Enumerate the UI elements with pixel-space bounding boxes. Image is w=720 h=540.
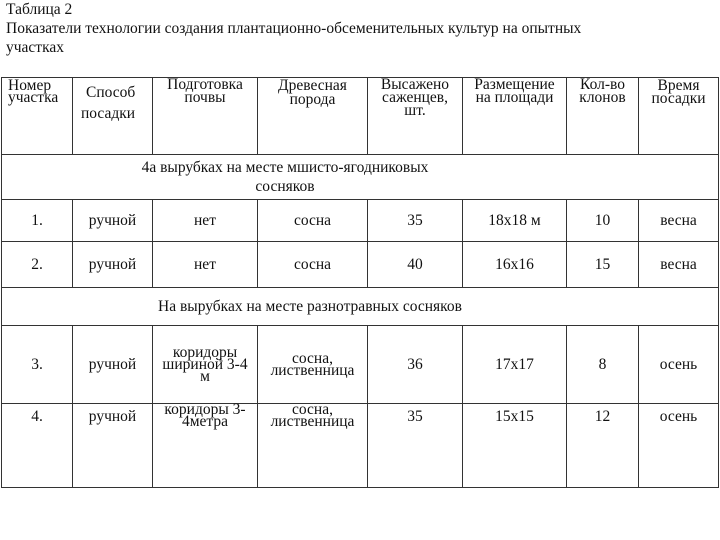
cell-clones: 8 (567, 326, 639, 404)
table-row (2, 404, 719, 488)
cell-spacing: 16х16 (463, 242, 567, 288)
cell-time: осень (639, 326, 719, 404)
section-title: На вырубках на месте разнотравных сосняков (2, 288, 719, 326)
table-row (2, 200, 719, 242)
cell-soil: коридоры 3- 4метра (153, 404, 258, 488)
header-soil-preparation: Подготовка почвы (153, 78, 258, 155)
cell-clones: 15 (567, 242, 639, 288)
cell-spacing: 18х18 м (463, 200, 567, 242)
cell-planted: 36 (368, 326, 463, 404)
cell-time: осень (639, 404, 719, 488)
cell-spacing: 15х15 (463, 404, 567, 488)
cell-clones: 10 (567, 200, 639, 242)
table-row (2, 326, 719, 404)
cell-species: сосна (258, 242, 368, 288)
header-planting-time: Время посадки (639, 78, 719, 155)
cell-soil: коридоры шириной 3-4 м (153, 326, 258, 404)
table-title-line-1: Показатели технологии создания плантационно-обсеменительных культур на опытных (6, 20, 582, 37)
header-planting-method: Способ посадки (73, 78, 153, 155)
table-row (2, 242, 719, 288)
section-heading-row (2, 288, 719, 326)
cell-planted: 35 (368, 404, 463, 488)
table-title-line-2: участках (6, 39, 65, 56)
cell-planted: 35 (368, 200, 463, 242)
header-tree-species: Древесная порода (258, 78, 368, 155)
cell-time: весна (639, 242, 719, 288)
cell-soil: нет (153, 242, 258, 288)
cell-clones: 12 (567, 404, 639, 488)
header-plot-number: Номер участка (2, 78, 73, 155)
header-clone-count: Кол-во клонов (567, 78, 639, 155)
table-caption (6, 0, 706, 57)
cell-plot-number: 3. (2, 326, 73, 404)
cell-plot-number: 4. (2, 404, 73, 488)
cell-method: ручной (73, 404, 153, 488)
cell-species: сосна (258, 200, 368, 242)
cell-time: весна (639, 200, 719, 242)
cell-planted: 40 (368, 242, 463, 288)
cell-method: ручной (73, 242, 153, 288)
cell-species: сосна, лиственница (258, 326, 368, 404)
cell-method: ручной (73, 200, 153, 242)
cell-spacing: 17х17 (463, 326, 567, 404)
cell-plot-number: 2. (2, 242, 73, 288)
section-title: 4а вырубках на месте мшисто-ягодниковых сосняков (2, 155, 719, 200)
header-seedlings-planted: Высажено саженцев, шт. (368, 78, 463, 155)
cell-soil: нет (153, 200, 258, 242)
section-heading-row (2, 155, 719, 200)
table-number: Таблица 2 (6, 1, 73, 18)
cell-plot-number: 1. (2, 200, 73, 242)
cell-species: сосна, лиственница (258, 404, 368, 488)
header-row (2, 78, 719, 155)
data-table (1, 77, 719, 488)
header-spacing: Размещение на площади (463, 78, 567, 155)
cell-method: ручной (73, 326, 153, 404)
